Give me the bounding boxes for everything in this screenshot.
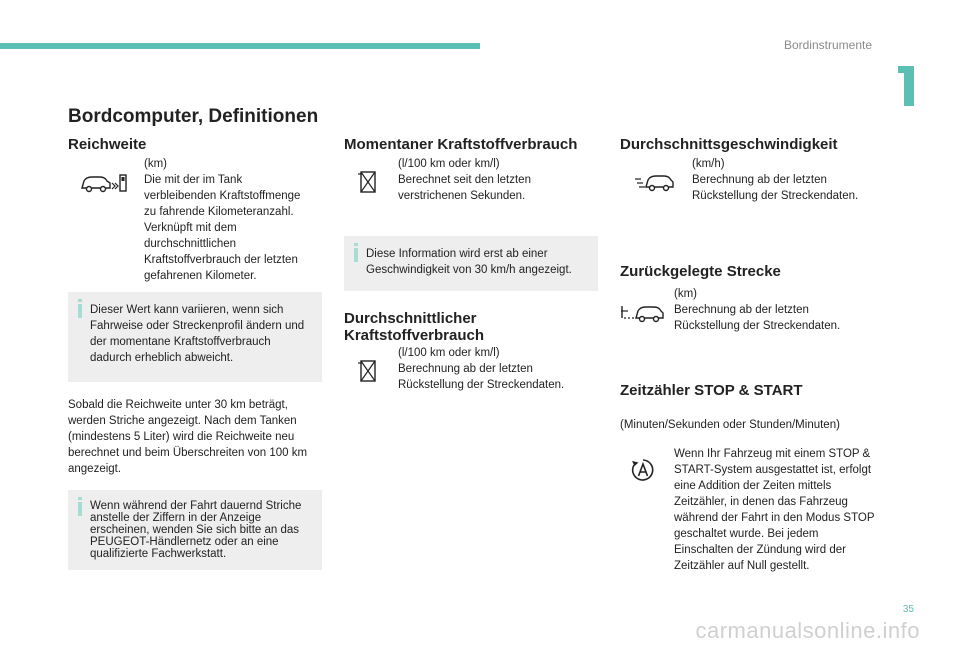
page-number: 35 bbox=[902, 604, 914, 615]
peugeot-info-note bbox=[68, 490, 322, 570]
car-speed-icon bbox=[634, 172, 674, 192]
car-fuel-range-icon bbox=[80, 172, 128, 194]
heading-reichweite: Reichweite bbox=[68, 136, 147, 153]
zeitzaehler-description: Wenn Ihr Fahrzeug mit einem STOP & START-System ausgestattet ist, erfolgt eine Addition der Zeiten mittels Zeitzähler, in denen das Fahrzeug während der Fahrt in den Modus STOP geschaltet wurde. Bei jedem Einschalten der Zündung wird der Zeitzähler auf Null gestellt. bbox=[674, 448, 875, 572]
momentaner-description: Berechnet seit den letzten verstrichenen Sekunden. bbox=[398, 174, 531, 202]
chapter-number-marker bbox=[898, 66, 918, 106]
info-icon bbox=[78, 304, 82, 318]
geschwindigkeit-description: Berechnung ab der letzten Rückstellung der Streckendaten. bbox=[692, 174, 859, 202]
car-distance-icon bbox=[620, 303, 666, 323]
fuel-consumption-icon bbox=[358, 358, 378, 384]
reichweite-description: Die mit der im Tank verbleibenden Kraftstoffmenge zu fahrende Kilometeranzahl. Verknüpft mit dem durchschnittlichen Kraftstoffverbrauch der letzten gefahrenen Kilometer. bbox=[144, 174, 301, 282]
chapter-label: Bordinstrumente bbox=[783, 38, 872, 52]
strecke-unit: (km) bbox=[674, 288, 697, 300]
info-icon bbox=[354, 248, 358, 262]
heading-durchschnittlicher-verbrauch: Durchschnittlicher Kraftstoffverbrauch bbox=[344, 310, 485, 344]
reichweite-paragraph: Sobald die Reichweite unter 30 km beträgt, werden Striche angezeigt. Nach dem Tanken (mindestens 5 Liter) wird die Reichweite neu berechnet und beim Überschreiten von 100 km angezeigt. bbox=[68, 399, 308, 475]
reichweite-info-note-text: Dieser Wert kann variieren, wenn sich Fahrweise oder Streckenprofil ändern und der momentane Kraftstoffverbrauch dadurch erheblich abweicht. bbox=[90, 304, 305, 364]
durchschnitt-verbrauch-unit: (l/100 km oder km/l) bbox=[398, 347, 500, 359]
geschwindigkeit-unit: (km/h) bbox=[692, 158, 725, 170]
header-accent-bar bbox=[0, 43, 480, 49]
page-title: Bordcomputer, Definitionen bbox=[68, 106, 319, 127]
speed-info-note bbox=[344, 236, 598, 291]
reichweite-info-note bbox=[68, 292, 322, 382]
info-icon bbox=[78, 502, 82, 516]
stop-start-icon bbox=[631, 458, 655, 482]
momentaner-unit: (l/100 km oder km/l) bbox=[398, 158, 500, 170]
heading-zeitzaehler: Zeitzähler STOP & START bbox=[620, 382, 803, 399]
reichweite-unit: (km) bbox=[144, 158, 167, 170]
heading-zurueckgelegte-strecke: Zurückgelegte Strecke bbox=[620, 263, 781, 280]
durchschnitt-verbrauch-description: Berechnung ab der letzten Rückstellung der Streckendaten. bbox=[398, 363, 565, 391]
zeitzaehler-units: (Minuten/Sekunden oder Stunden/Minuten) bbox=[620, 419, 840, 431]
peugeot-info-note-text: Wenn während der Fahrt dauernd Striche anstelle der Ziffern in der Anzeige erscheinen, wenden Sie sich bitte an das PEUGEOT-Händlernetz oder an eine qualifizierte Fachwerkstatt. bbox=[90, 500, 302, 560]
speed-info-note-text: Diese Information wird erst ab einer Geschwindigkeit von 30 km/h angezeigt. bbox=[366, 248, 572, 276]
watermark: carmanualsonline.info bbox=[695, 618, 920, 643]
heading-durchschnittsgeschwindigkeit: Durchschnittsgeschwindigkeit bbox=[620, 136, 838, 153]
heading-momentaner-verbrauch: Momentaner Kraftstoffverbrauch bbox=[344, 136, 578, 153]
fuel-consumption-icon bbox=[358, 169, 378, 195]
strecke-description: Berechnung ab der letzten Rückstellung der Streckendaten. bbox=[674, 304, 841, 332]
